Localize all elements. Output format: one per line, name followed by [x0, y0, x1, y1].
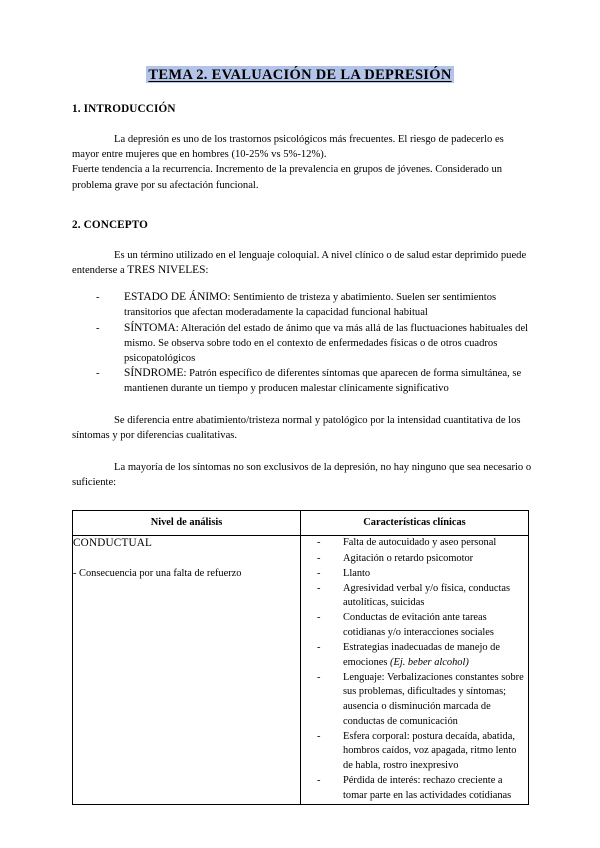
- level-term: SÍNTOMA: [124, 321, 176, 334]
- document-title-container: [0, 0, 600, 84]
- heading-introduccion: 1. INTRODUCCIÓN: [72, 103, 176, 115]
- level-note-text: - Consecuencia por una falta de refuerzo: [73, 567, 242, 579]
- concepto-intro-lead: Es un término utilizado en el lenguaje coloquial. A nivel clínico o de salud estar deprimido puede entenderse a: [72, 249, 527, 277]
- clinical-features-list: [301, 536, 528, 803]
- dash-bullet-icon: -: [96, 322, 100, 334]
- feature-italic-tail: (Ej. beber alcohol): [390, 656, 469, 668]
- dash-bullet-icon: -: [317, 642, 321, 654]
- feature-text: Esfera corporal: postura decaída, abatida, hombros caídos, voz apagada, ritmo lento de habla, rostro inexpresivo: [343, 730, 517, 771]
- level-term: ESTADO DE ÁNIMO: [124, 291, 228, 304]
- feature-text: Conductas de evitación ante tareas cotidianas y/o interacciones sociales: [343, 612, 494, 639]
- cell-clinical-features: [301, 536, 529, 804]
- list-item: [315, 536, 528, 551]
- dash-bullet-icon: -: [317, 671, 321, 683]
- table-row: [73, 536, 529, 804]
- list-item: [315, 641, 528, 670]
- dash-bullet-icon: -: [96, 292, 100, 304]
- list-item: [315, 611, 528, 640]
- concepto-intro-trailing: :: [205, 265, 209, 277]
- list-item: [315, 567, 528, 582]
- feature-text: Pérdida de interés: rechazo creciente a tomar parte en las actividades cotidianas: [343, 774, 512, 801]
- list-item: [315, 730, 528, 774]
- paragraph-introduccion-2: Fuerte tendencia a la recurrencia. Incremento de la prevalencia en grupos de jóvenes. Considerado un problema grave por su afectación funcional.: [72, 164, 503, 191]
- list-item: [96, 290, 530, 320]
- dash-bullet-icon: -: [317, 612, 321, 624]
- list-item: [315, 552, 528, 567]
- column-header-features: Características clínicas: [301, 511, 529, 536]
- list-item: [96, 321, 530, 367]
- feature-text: Estrategias inadecuadas de manejo de emociones: [343, 642, 500, 668]
- level-definition: : Sentimiento de tristeza y abatimiento. Suelen ser sentimientos transitorios que afectan moderadamente la capacidad funcional habitual: [124, 292, 497, 319]
- list-item: [315, 774, 528, 803]
- paragraph-introduccion-1: La depresión es uno de los trastornos psicológicos más frecuentes. El riesgo de padecerlo es mayor entre mujeres que en hombres (10-25% vs 5%-12%).: [72, 134, 504, 161]
- dash-bullet-icon: -: [317, 730, 321, 742]
- column-header-level: Nivel de análisis: [73, 511, 301, 536]
- level-term: SÍNDROME: [124, 367, 184, 380]
- dash-bullet-icon: -: [317, 582, 321, 594]
- feature-text: Agitación o retardo psicomotor: [343, 552, 474, 564]
- dash-bullet-icon: -: [317, 774, 321, 786]
- cell-level-name: [73, 536, 301, 804]
- concepto-levels-list: [0, 278, 600, 396]
- level-name-text: CONDUCTUAL: [73, 537, 153, 550]
- analysis-table-container: [0, 490, 600, 804]
- level-definition: : Alteración del estado de ánimo que va más allá de las fluctuaciones habituales del mismo. Se observa sobre todo en el contexto de enfermedades físicas o de otros cuadros psicopatológicos: [124, 322, 529, 365]
- dash-bullet-icon: -: [96, 368, 100, 380]
- analysis-table: [72, 510, 529, 804]
- feature-text: Lenguaje: Verbalizaciones constantes sobre sus problemas, dificultades y síntomas; ausencia o disminución marcada de conductas de comunicación: [343, 671, 524, 727]
- page-title: TEMA 2. EVALUACIÓN DE LA DEPRESIÓN: [148, 67, 452, 83]
- list-item: [315, 671, 528, 729]
- dash-bullet-icon: -: [317, 537, 321, 549]
- paragraph-concepto-intro: [0, 231, 600, 278]
- feature-text: Falta de autocuidado y aseo personal: [343, 537, 497, 549]
- feature-text: Llanto: [343, 567, 371, 579]
- list-item: [96, 366, 530, 396]
- level-definition: : Patrón específico de diferentes síntomas que aparecen de forma simultánea, se mantienen durante un tiempo y producen malestar clínicamente significativo: [124, 368, 522, 395]
- dash-bullet-icon: -: [317, 567, 321, 579]
- list-item: [315, 582, 528, 611]
- heading-concepto: 2. CONCEPTO: [72, 218, 149, 231]
- paragraph-diferencia: Se diferencia entre abatimiento/tristeza normal y patológico por la intensidad cuantitativa de los síntomas y por diferencias cualitativas.: [72, 414, 521, 441]
- dash-bullet-icon: -: [317, 552, 321, 564]
- paragraph-mayoria: La mayoría de los síntomas no son exclusivos de la depresión, no hay ninguno que sea necesario o suficiente:: [72, 462, 532, 489]
- table-header-row: [73, 511, 529, 536]
- concepto-tres-niveles: TRES NIVELES: [127, 264, 206, 277]
- feature-text: Agresividad verbal y/o física, conductas autolíticas, suicidas: [343, 582, 511, 609]
